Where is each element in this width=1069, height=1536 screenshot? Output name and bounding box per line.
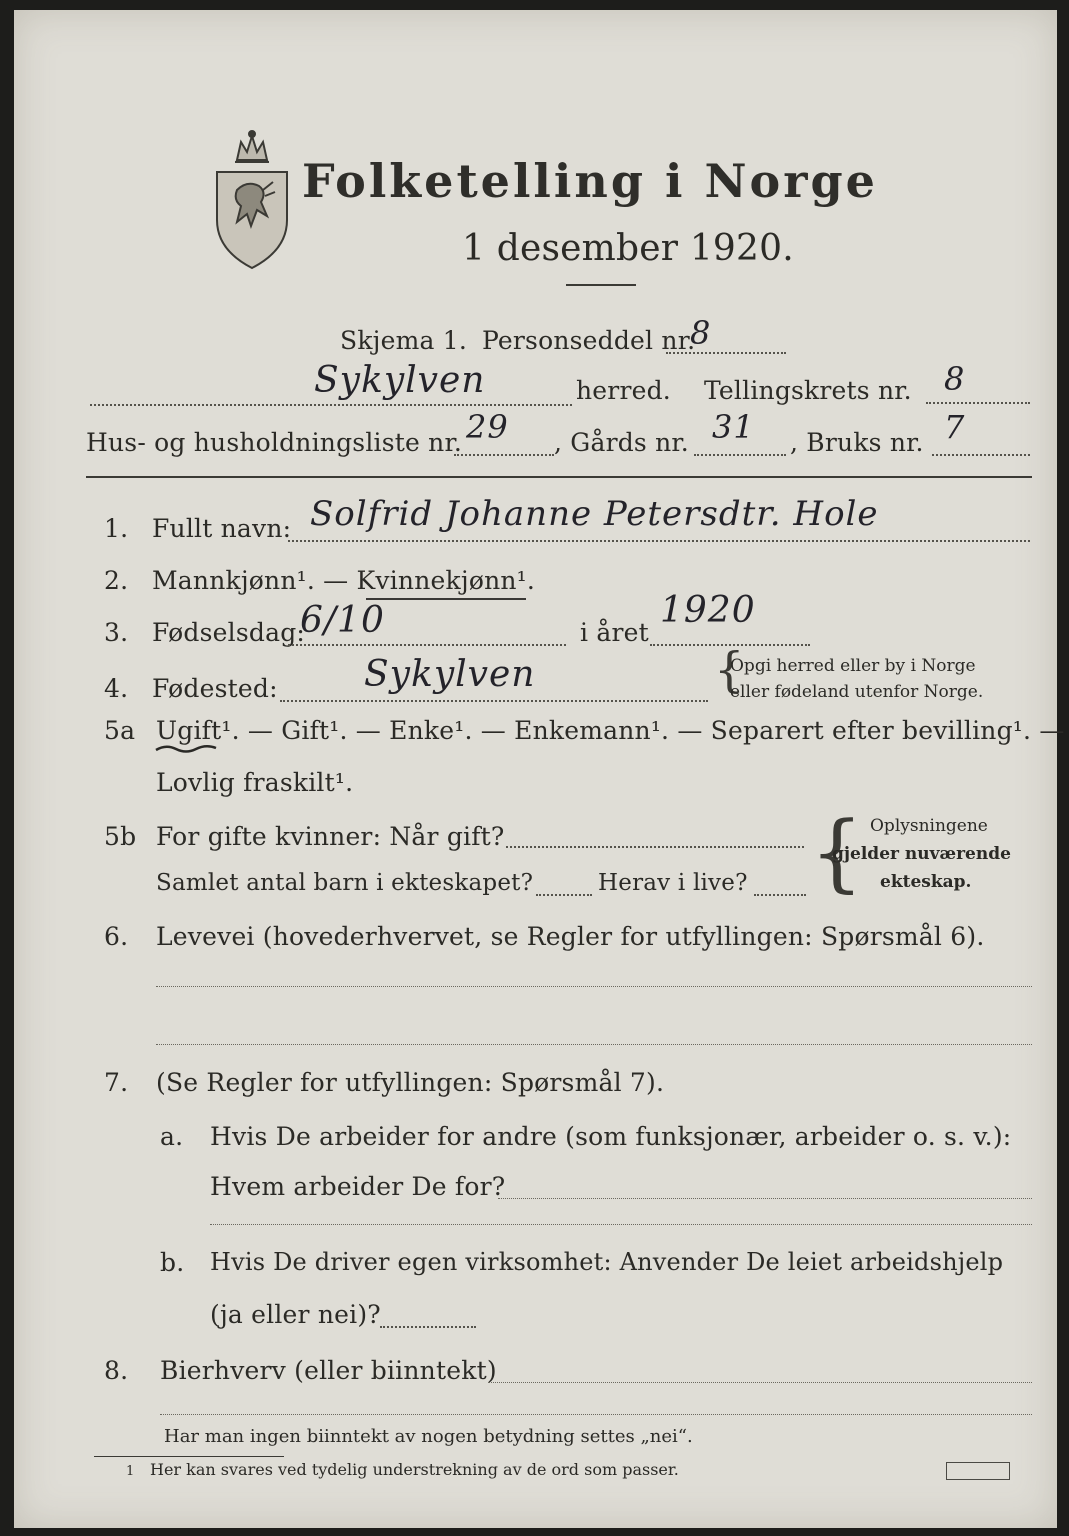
census-form: Folketelling i Norge 1 desember 1920. Skjema 1. Personseddel nr. 8 Sykylven herred. Tellingskrets nr. 8 Hus- og husholdningsliste nr. 29 , Gårds nr. 31 , Bruks nr. 7 1. Fullt navn: Solfrid Johanne Petersdtr. Hole 2. Mannkjønn¹. — Kvinnekjønn¹. 3. Fødselsdag: 6/10 i året 1920 4. Fødested: Sykylven { Opgi herred eller by i Norge eller fødeland utenfor Norge. 5a Ugift¹. — Gift¹. — Enke¹. — Enkemann¹. — Separert efter bevilling¹. — Lovlig fraskilt¹. 5b For gifte kvinner: Når gift? Samlet antal barn i ekteskapet? Herav i live? { Oplysningene gjelder nuværende ekteskap. 6. Levevei (hovederhvervet, se Regler for utfyllingen: Spørsmål 6). 7. (Se Regler for utfyllingen: Spørsmål 7). a. Hvis De arbeider for andre (som funksjonær, arbeider o. s. v.): Hvem arbeider De for? b. Hvis De driver egen virksomhet: Anvender De leiet arbeidshjelp (ja eller nei)? 8. Bierhverv (eller biinntekt) Har man ingen biinntekt av nogen betydning settes „nei“. 1 Her kan svares ved tydelig understrekning av de ord som passer.: [14, 10, 1057, 1528]
footnote-rule: [94, 1456, 284, 1457]
footnote-text: Her kan svares ved tydelig understrekning av de ord som passer.: [150, 1460, 679, 1479]
birth-day-value: 6/10: [300, 600, 385, 641]
form-title: Folketelling i Norge: [302, 154, 878, 208]
q7b-line2: (ja eller nei)?: [210, 1300, 381, 1329]
q5b-line2a: Samlet antal barn i ekteskapet?: [156, 870, 534, 896]
q8-number: 8.: [104, 1356, 129, 1385]
q4-label: Fødested:: [152, 674, 278, 703]
q4-note-2: eller fødeland utenfor Norge.: [730, 682, 984, 702]
q7a-line2: Hvem arbeider De for?: [210, 1172, 506, 1201]
hus-value: 29: [466, 408, 509, 446]
q5a-line1: Ugift¹. — Gift¹. — Enke¹. — Enkemann¹. — Separert efter bevilling¹. —: [156, 716, 1065, 745]
q1-number: 1.: [104, 514, 129, 543]
q7-label: (Se Regler for utfyllingen: Spørsmål 7).: [156, 1068, 665, 1097]
birth-year-value: 1920: [660, 590, 756, 631]
gards-label: , Gårds nr.: [554, 428, 689, 457]
tellingskrets-label: Tellingskrets nr.: [704, 376, 912, 405]
q4-note-1: Opgi herred eller by i Norge: [730, 656, 976, 676]
skjema-label: Skjema 1.: [340, 326, 468, 355]
hus-label: Hus- og husholdningsliste nr.: [86, 428, 463, 457]
q5a-line2: Lovlig fraskilt¹.: [156, 768, 354, 797]
year-label: i året: [580, 618, 649, 647]
footnote-mark: 1: [126, 1464, 135, 1479]
q6-label: Levevei (hovederhvervet, se Regler for utfyllingen: Spørsmål 6).: [156, 922, 985, 951]
q5b-line1: For gifte kvinner: Når gift?: [156, 822, 505, 851]
q3-label: Fødselsdag:: [152, 618, 306, 647]
personseddel-label: Personseddel nr.: [482, 326, 696, 355]
q7b-line1: Hvis De driver egen virksomhet: Anvender De leiet arbeidshjelp: [210, 1248, 1004, 1276]
q5b-note-1: Oplysningene: [870, 816, 988, 836]
q7-number: 7.: [104, 1068, 129, 1097]
herred-label: herred.: [576, 376, 671, 405]
kvinnekjonn-underline: [366, 598, 526, 603]
printer-stamp: [946, 1462, 1010, 1480]
header-rule: [86, 476, 1032, 478]
q8-note: Har man ingen biinntekt av nogen betydning settes „nei“.: [164, 1426, 693, 1447]
q7b-number: b.: [160, 1248, 185, 1277]
census-date: 1 desember 1920.: [462, 228, 794, 269]
q5b-note-3: ekteskap.: [880, 872, 972, 892]
herred-value: Sykylven: [314, 360, 486, 401]
tellingskrets-value: 8: [944, 360, 966, 398]
q5b-line2b: Herav i live?: [598, 870, 748, 896]
q7a-line1: Hvis De arbeider for andre (som funksjonær, arbeider o. s. v.):: [210, 1122, 1012, 1151]
coat-of-arms-icon: [207, 130, 297, 270]
q2-label: Mannkjønn¹. — Kvinnekjønn¹.: [152, 566, 536, 595]
q8-label: Bierhverv (eller biinntekt): [160, 1356, 497, 1385]
personseddel-value: 8: [690, 314, 712, 352]
q5b-number: 5b: [104, 822, 137, 851]
birthplace-value: Sykylven: [364, 654, 536, 695]
full-name-value: Solfrid Johanne Petersdtr. Hole: [310, 494, 879, 534]
title-divider: [566, 284, 636, 286]
q5b-note-2: gjelder nuværende: [832, 844, 1011, 864]
ugift-underline: [154, 742, 224, 754]
q2-number: 2.: [104, 566, 129, 595]
q5a-number: 5a: [104, 716, 136, 745]
bruks-value: 7: [944, 408, 966, 446]
q6-number: 6.: [104, 922, 129, 951]
bruks-label: , Bruks nr.: [790, 428, 924, 457]
q4-number: 4.: [104, 674, 129, 703]
q1-label: Fullt navn:: [152, 514, 292, 543]
gards-value: 31: [712, 408, 755, 446]
q7a-number: a.: [160, 1122, 184, 1151]
q3-number: 3.: [104, 618, 129, 647]
